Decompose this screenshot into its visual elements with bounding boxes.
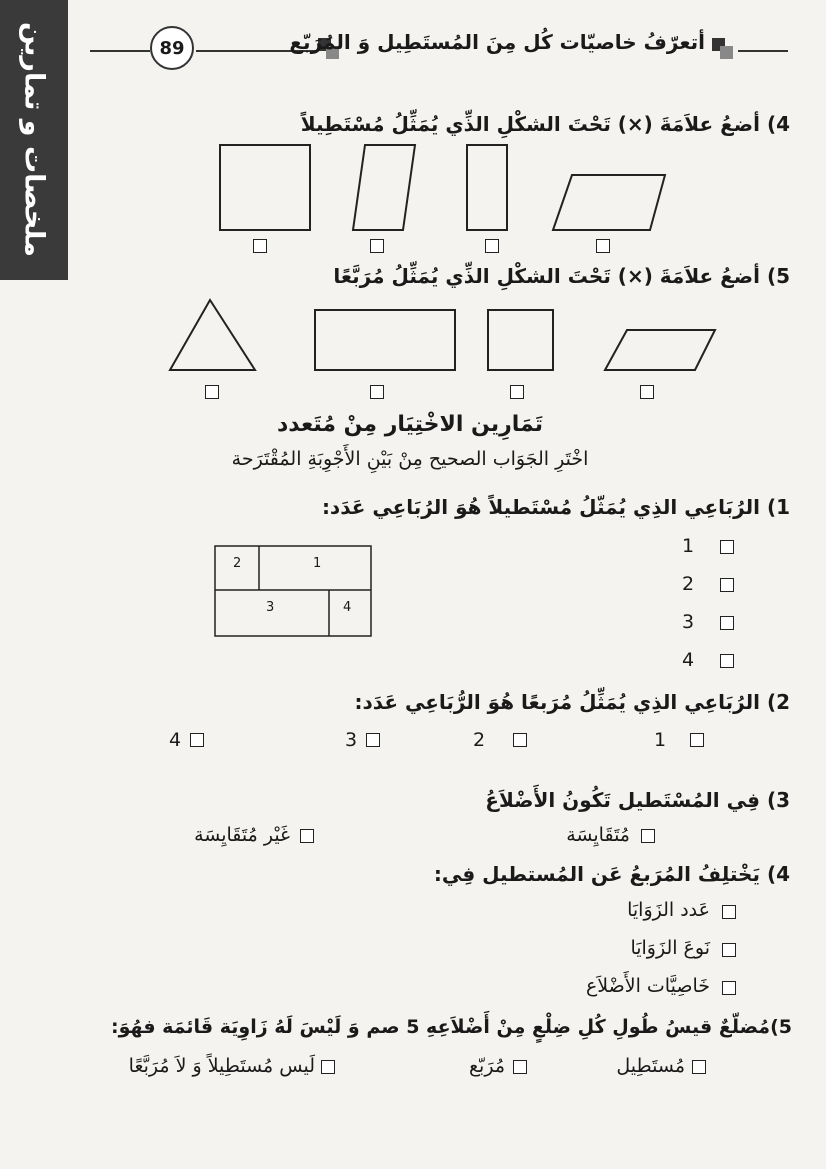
exercise-5-checkbox-1[interactable] (205, 385, 219, 399)
mcq-q5-text: مُضلّعٌ قيسُ طُولِ كُلِ ضِلْعٍ مِنْ أَضْلاَعِهِ 5 صم وَ لَيْسَ لَهُ زَاوِيَة قَائمَة فهُوَ: (111, 1016, 771, 1038)
page-title: أتعرّفُ خاصيّات كُل مِنَ المُستَطِيل وَ المُرَبّع (289, 30, 705, 54)
header-square-icon-right (712, 38, 734, 60)
header-rule-left (90, 50, 150, 52)
exercise-4-number: 4) (766, 112, 790, 136)
exercise-4-text: أضعُ علاَمَةَ (×) تَحْتَ الشكْلِ الذِّي يُمَثِّلُ مُسْتَطِيلاً (300, 112, 760, 136)
mcq-q1-option-3: 3 (682, 611, 695, 633)
sidebar-tab (0, 0, 68, 280)
mcq-q1-option-4: 4 (682, 649, 695, 671)
mcq-q1-checkbox-1[interactable] (720, 540, 734, 554)
mcq-q3-checkbox-1[interactable] (641, 829, 655, 843)
mcq-q1-cell-2: 2 (233, 556, 242, 571)
mcq-q2-number: 2) (766, 690, 790, 714)
mcq-q1-cell-3: 3 (266, 600, 275, 615)
mcq-q5-option-2: مُرَبّع (468, 1055, 505, 1077)
exercise-4-checkbox-3[interactable] (485, 239, 499, 253)
mcq-q4-option-2: نَوعَ الزَوَايَا (630, 937, 710, 959)
mcq-q3-heading (400, 788, 790, 812)
exercise-4-shapes (210, 140, 690, 260)
mcq-q5-checkbox-2[interactable] (513, 1060, 527, 1074)
exercise-4-heading (300, 112, 790, 136)
shape-small-square (488, 310, 553, 370)
mcq-q2-checkbox-4[interactable] (190, 733, 204, 747)
mcq-q1-cell-4: 4 (343, 600, 352, 615)
mcq-q3-option-2: غَيْر مُتَقَايِسَة (194, 824, 290, 846)
mcq-q3-checkbox-2[interactable] (300, 829, 314, 843)
shape-rectangle-wide (315, 310, 455, 370)
exercise-5-number: 5) (766, 264, 790, 288)
mcq-q4-number: 4) (766, 862, 790, 886)
mcq-q2-checkbox-1[interactable] (690, 733, 704, 747)
mcq-q5-option-1: مُستَطِيل (616, 1055, 685, 1077)
mcq-q2-heading (290, 690, 790, 714)
mcq-q1-option-2: 2 (682, 573, 695, 595)
mcq-q2-option-2: 2 (473, 729, 486, 751)
shape-square (220, 145, 310, 230)
mcq-q1-option-1: 1 (682, 535, 695, 557)
mcq-q1-text: الرُبَاعِي الذِي يُمَثّلُ مُسْتَطيلاً هُوَ الرُبَاعِي عَدَد: (321, 495, 760, 519)
mcq-title: تَمَارِين الاخْتِيَار مِنْ مُتَعدد (276, 412, 544, 437)
mcq-q2-checkbox-3[interactable] (366, 733, 380, 747)
mcq-q1-checkbox-2[interactable] (720, 578, 734, 592)
mcq-q1-cell-1: 1 (313, 556, 322, 571)
exercise-5-heading (333, 264, 790, 288)
mcq-q2-text: الرُبَاعِي الذِي يُمَثِّلُ مُرَبعًا هُوَ الرُّبَاعِي عَدَد: (354, 690, 760, 714)
mcq-q5-checkbox-3[interactable] (321, 1060, 335, 1074)
mcq-q4-checkbox-1[interactable] (722, 905, 736, 919)
mcq-q2-option-1: 1 (654, 729, 667, 751)
sidebar-label: ملخصات و تمارين (18, 22, 50, 258)
shape-parallelogram (605, 330, 715, 370)
exercise-4-checkbox-4[interactable] (596, 239, 610, 253)
mcq-q1-checkbox-3[interactable] (720, 616, 734, 630)
mcq-q5-option-3: لَيس مُستَطِيلاً وَ لاَ مُرَبَّعًا (128, 1055, 315, 1077)
mcq-q3-number: 3) (766, 788, 790, 812)
exercise-5-checkbox-4[interactable] (640, 385, 654, 399)
exercise-5-checkbox-3[interactable] (510, 385, 524, 399)
mcq-instruction: اخْتَرِ الجَوَاب الصحيح مِنْ بَيْنِ الأَجْوِبَةِ المُقْتَرَحة (231, 448, 589, 470)
mcq-q4-checkbox-3[interactable] (722, 981, 736, 995)
shape-triangle (170, 300, 255, 370)
mcq-q4-option-3: خَاصِيَّات الأَضْلاَع (585, 975, 710, 997)
mcq-q5-number: 5) (770, 1016, 792, 1038)
mcq-q1-heading (290, 495, 790, 519)
mcq-q1-checkbox-4[interactable] (720, 654, 734, 668)
exercise-5-shapes (165, 295, 725, 385)
shape-parallelogram-tall (353, 145, 415, 230)
exercise-4-checkbox-1[interactable] (253, 239, 267, 253)
shape-rectangle-tall (467, 145, 507, 230)
mcq-q4-checkbox-2[interactable] (722, 943, 736, 957)
mcq-q3-text: فِي المُسْتَطيل تَكُونُ الأَضْلاَعُ (485, 788, 760, 812)
exercise-4-checkbox-2[interactable] (370, 239, 384, 253)
mcq-q2-option-4: 4 (169, 729, 182, 751)
mcq-q3-option-1: مُتَقَايِسَة (566, 824, 630, 846)
exercise-5-checkbox-2[interactable] (370, 385, 384, 399)
mcq-q1-number: 1) (766, 495, 790, 519)
mcq-q5-heading (111, 1016, 792, 1038)
page-number: 89 (150, 26, 194, 70)
mcq-q5-checkbox-1[interactable] (692, 1060, 706, 1074)
mcq-q2-checkbox-2[interactable] (513, 733, 527, 747)
mcq-q2-option-3: 3 (345, 729, 358, 751)
shape-parallelogram-wide (553, 175, 665, 230)
header-rule-right (738, 50, 788, 52)
mcq-q4-text: يَخْتلِفُ المُرَبعُ عَن المُستطيل فِي: (433, 862, 760, 886)
mcq-q4-option-1: عَدد الزَوَايَا (627, 899, 710, 921)
exercise-5-text: أضعُ علاَمَةَ (×) تَحْتَ الشكْلِ الذِّي يُمَثِّلُ مُرَبَّعًا (333, 264, 760, 288)
mcq-q4-heading (380, 862, 790, 886)
